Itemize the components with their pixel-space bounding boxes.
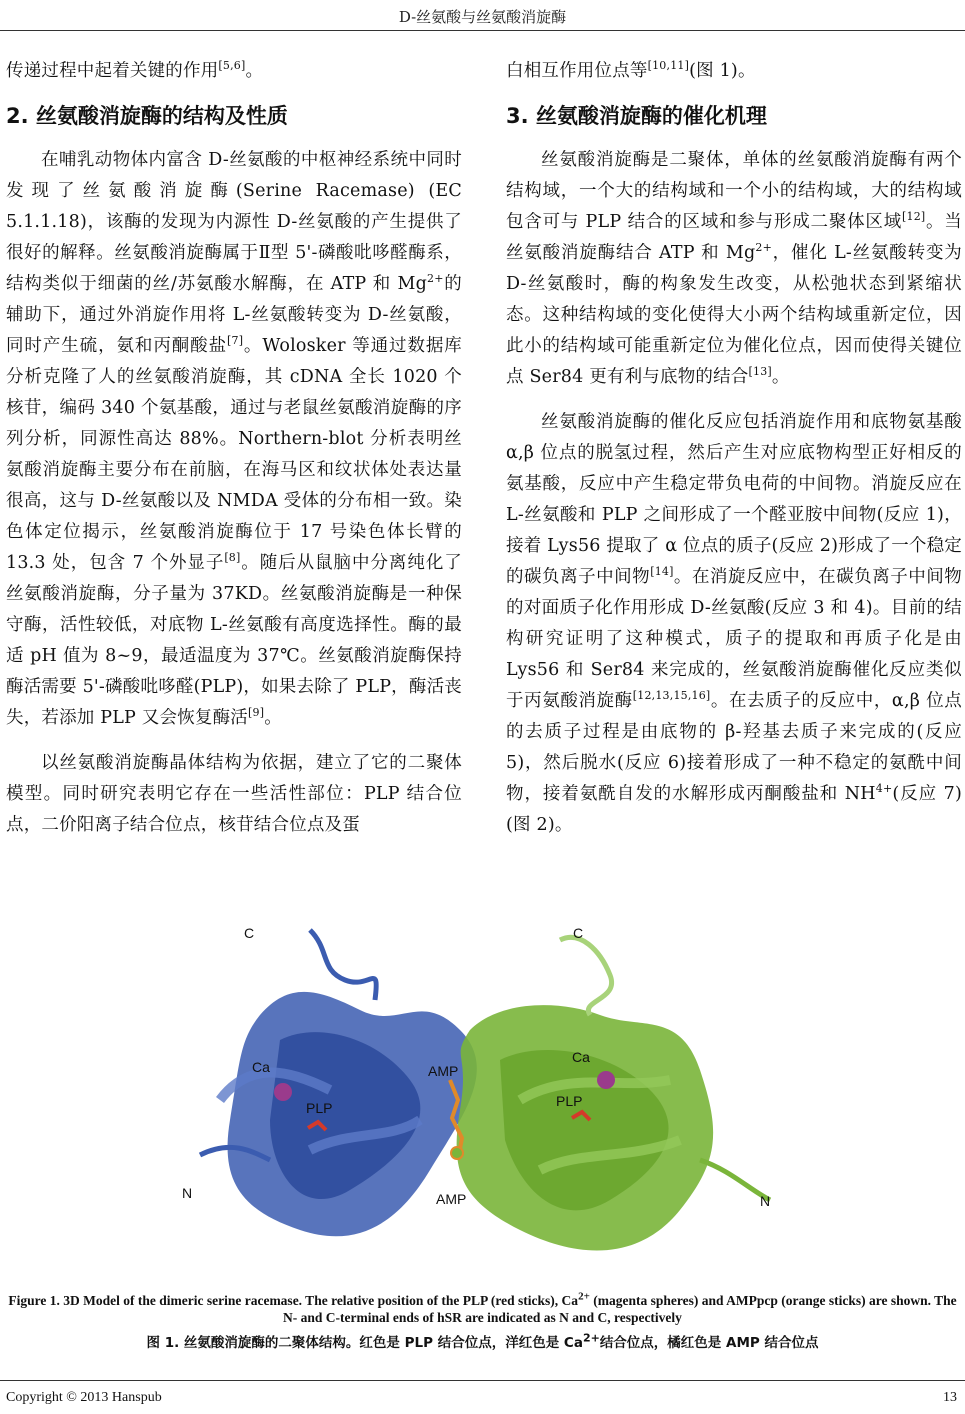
section-heading-2: 2. 丝氨酸消旋酶的结构及性质 xyxy=(6,104,288,128)
section-heading-3: 3. 丝氨酸消旋酶的催化机理 xyxy=(506,104,767,128)
caption-text: 结合位点，橘红色是 AMP 结合位点 xyxy=(599,1335,819,1351)
label-n-left: N xyxy=(182,1185,193,1201)
paragraph-structure-properties xyxy=(6,145,462,734)
citation: [7] xyxy=(227,334,244,348)
label-ca-left: Ca xyxy=(252,1059,270,1075)
figure-caption-english xyxy=(8,1292,957,1326)
citation: [12,13,15,16] xyxy=(632,689,711,703)
text-run: 。Wolosker 等通过数据库分析克隆了人的丝氨酸消旋酶，其 cDNA 全长 1020 个核苷，编码 340 个氨基酸，通过与老鼠丝氨酸消旋酶的序列分析，同源性高达 88%。Northern-blot 分析表明丝氨酸消旋酶主要分布在前脑，在海马区和纹状体处表达量很高，这与 D-丝氨酸以及 NMDA 受体的分布相一致。染色体定位揭示，丝氨酸消旋酶位于 17 号染色体长臂的 13.3 处，包含 7 个外显子 xyxy=(6,336,462,573)
text-run: 。随后从鼠脑中分离纯化了丝氨酸消旋酶，分子量为 37KD。丝氨酸消旋酶是一种保守酶，活性较低，对底物 L-丝氨酸有高度选择性。酶的最适 pH 值为 8~9，最适温度为 37℃。丝氨酸消旋酶保持酶活需要 5'-磷酸吡哆醛(PLP)，如果去除了 PLP，酶活丧失，若添加 PLP 又会恢复酶活 xyxy=(6,553,462,728)
figure-caption-chinese xyxy=(0,1331,965,1351)
text-run: (反应 7)(图 2)。 xyxy=(506,784,962,835)
text-run: 。 xyxy=(264,708,282,728)
superscript: 2+ xyxy=(427,272,444,286)
calcium-sphere-left xyxy=(274,1083,292,1101)
label-plp-left: PLP xyxy=(306,1100,333,1116)
text-run: 白相互作用位点等 xyxy=(506,61,648,81)
superscript: 2+ xyxy=(578,1290,590,1303)
citation: [5,6] xyxy=(218,59,246,73)
text-run: 传递过程中起着关键的作用 xyxy=(6,61,219,81)
paragraph-dimer-model: 以丝氨酸消旋酶晶体结构为依据，建立了它的二聚体模型。同时研究表明它存在一些活性部位：PLP 结合位点，二价阳离子结合位点，核苷结合位点及蛋 xyxy=(6,753,462,835)
page-number: 13 xyxy=(943,1390,957,1405)
text-run: 。在消旋反应中，在碳负离子中间物的对面质子化作用形成 D-丝氨酸(反应 3 和 4)。目前的结构研究证明了这种模式，质子的提取和再质子化是由 Lys56 和 Ser84 来完成的，丝氨酸消旋酶催化反应类似于丙氨酸消旋酶 xyxy=(506,567,962,711)
text-run: 在哺乳动物体内富含 D-丝氨酸的中枢神经系统中同时发现了丝氨酸消旋酶(Serine Racemase) (EC 5.1.1.18)，该酶的发现为内源性 D-丝氨酸的产生提供了很好的解释。丝氨酸消旋酶属于Ⅱ型 5'-磷酸吡哆醛酶系，结构类似于细菌的丝/苏氨酸水解酶，在 ATP 和 Mg xyxy=(6,150,462,294)
citation: [8] xyxy=(224,551,241,565)
paragraph-catalysis xyxy=(506,407,962,841)
caption-text: (magenta spheres) and AMPpcp (orange sticks) are shown. The N- and C-terminal ends of hSR are indicated as N and C, respectively xyxy=(283,1293,957,1325)
left-continuation-paragraph xyxy=(6,56,462,87)
superscript: 4+ xyxy=(875,782,893,796)
text-run: 。 xyxy=(245,61,264,81)
citation: [9] xyxy=(248,706,265,720)
citation: [12] xyxy=(902,210,926,224)
citation: [14] xyxy=(650,565,674,579)
green-monomer xyxy=(457,937,770,1250)
running-header: D-丝氨酸与丝氨酸消旋酶 xyxy=(398,8,567,26)
text-run: ，催化 L-丝氨酸转变为 D-丝氨酸时，酶的构象发生改变，从松弛状态到紧缩状态。这种结构域的变化使得大小两个结构域重新定位，因此小的结构域可能重新定位为催化位点，因而使得关键位点 Ser84 更有利与底物的结合 xyxy=(506,243,962,387)
text-run: (图 1)。 xyxy=(689,61,756,81)
copyright-notice: Copyright © 2013 Hanspub xyxy=(6,1390,162,1405)
label-plp-right: PLP xyxy=(556,1093,583,1109)
text-run: 的辅助下，通过外消旋作用将 L-丝氨酸转变为 D-丝氨酸，同时产生硫，氨和丙酮酸盐 xyxy=(6,274,462,356)
text-run: 。 xyxy=(771,367,790,387)
protein-ribbon-illustration xyxy=(160,920,800,1270)
caption-text: 图 1. 丝氨酸消旋酶的二聚体结构。红色是 PLP 结合位点，洋红色是 Ca xyxy=(146,1335,583,1351)
caption-text: Figure 1. 3D Model of the dimeric serine racemase. The relative position of the PLP (red sticks), Ca xyxy=(8,1293,579,1308)
calcium-sphere-right xyxy=(597,1071,615,1089)
label-amp-top: AMP xyxy=(428,1063,459,1079)
right-continuation-paragraph xyxy=(506,56,962,87)
right-column xyxy=(506,56,962,841)
text-run: 。当丝氨酸消旋酶结合 ATP 和 Mg xyxy=(506,212,962,263)
text-run: 丝氨酸消旋酶是二聚体，单体的丝氨酸消旋酶有两个结构域，一个大的结构域和一个小的结构域，大的结构域包含可与 PLP 结合的区域和参与形成二聚体区域 xyxy=(506,150,962,232)
citation: [10,11] xyxy=(647,59,690,73)
header-rule xyxy=(0,30,965,31)
citation: [13] xyxy=(748,365,772,379)
label-n-right: N xyxy=(760,1193,771,1209)
label-c-left: C xyxy=(244,925,255,941)
label-amp-bottom: AMP xyxy=(436,1191,467,1207)
label-c-right: C xyxy=(573,925,584,941)
superscript: 2+ xyxy=(582,1331,600,1345)
label-ca-right: Ca xyxy=(572,1049,590,1065)
left-column xyxy=(6,56,462,841)
paragraph-dimer-domains xyxy=(506,145,962,393)
text-run: 。在去质子的反应中，α,β 位点的去质子过程是由底物的 β-羟基去质子来完成的(反应 5)，然后脱水(反应 6)接着形成了一种不稳定的氨酰中间物，接着氨酰自发的水解形成丙酮酸盐和 NH xyxy=(506,691,962,804)
text-run: 丝氨酸消旋酶的催化反应包括消旋作用和底物氨基酸 α,β 位点的脱氢过程，然后产生对应底物构型正好相反的氨基酸，反应中产生稳定带负电荷的中间物。消旋反应在 L-丝氨酸和 PLP 之间形成了一个醛亚胺中间物(反应 1)，接着 Lys56 提取了 α 位点的质子(反应 2)形成了一个稳定的碳负离子中间物 xyxy=(506,412,962,587)
footer-rule xyxy=(0,1380,965,1381)
superscript: 2+ xyxy=(755,241,773,255)
figure-dimer-structure xyxy=(160,920,800,1270)
